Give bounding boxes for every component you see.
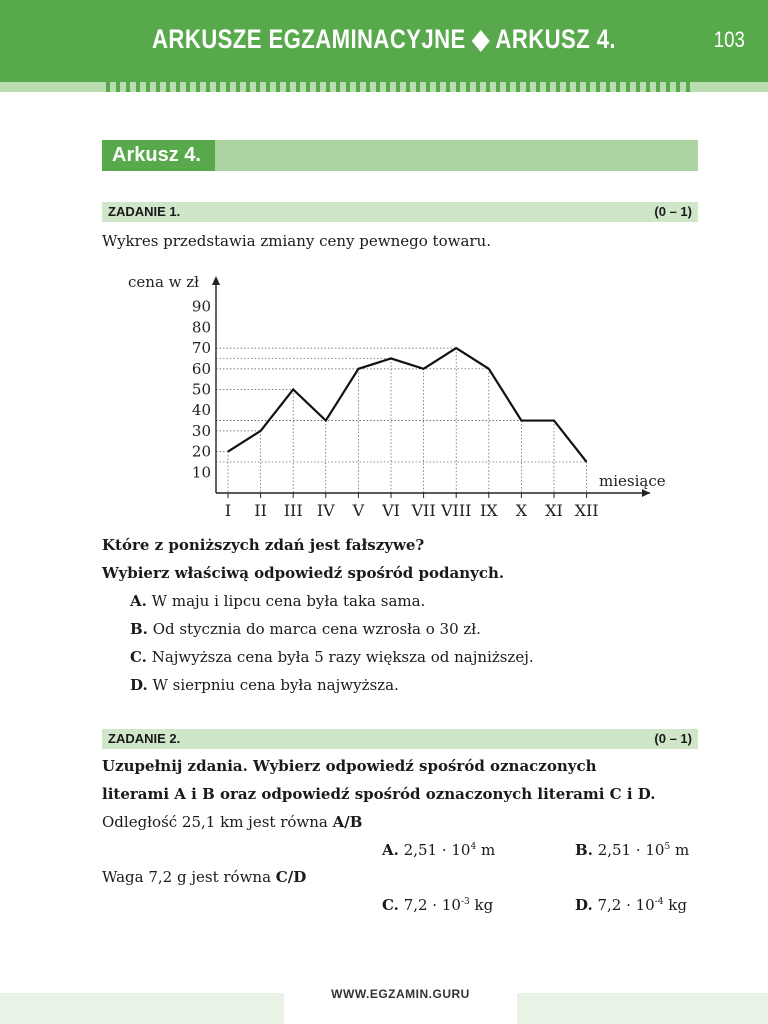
sentence-text: Odległość 25,1 km jest równa: [102, 813, 333, 831]
task2-name: ZADANIE 2.: [108, 731, 181, 746]
option-text: Od stycznia do marca cena wzrosła o 30 zł.: [152, 620, 481, 638]
task2-option-c[interactable]: [382, 896, 493, 914]
option-unit: m: [476, 841, 496, 859]
x-tick-label: I: [224, 501, 232, 520]
task2-option-b[interactable]: [575, 841, 689, 859]
task2-sentence1: [102, 813, 362, 831]
option-mantissa: 7,2 · 10: [597, 896, 655, 914]
y-tick-label: 10: [191, 463, 211, 482]
task1-option-c[interactable]: [130, 648, 534, 666]
option-letter: A.: [130, 592, 147, 610]
option-letter: B.: [575, 841, 593, 859]
x-tick-label: VII: [411, 501, 436, 520]
page-number: 103: [714, 27, 746, 52]
task2-points: (0 – 1): [654, 731, 692, 746]
option-text: W maju i lipcu cena była taka sama.: [151, 592, 426, 610]
task2-option-a[interactable]: [382, 841, 495, 859]
page-footer: [0, 987, 768, 1024]
x-tick-label: VIII: [440, 501, 472, 520]
option-unit: m: [670, 841, 690, 859]
task1-name: ZADANIE 1.: [108, 204, 181, 219]
task1-option-d[interactable]: [130, 676, 399, 694]
sentence-text: Waga 7,2 g jest równa: [102, 868, 276, 886]
y-tick-label: 40: [191, 401, 211, 420]
task2-option-d[interactable]: [575, 896, 687, 914]
task2-sentence2: [102, 868, 306, 886]
option-letter: A.: [382, 841, 399, 859]
y-tick-label: 30: [191, 421, 211, 440]
x-tick-label: VI: [382, 501, 400, 520]
x-tick-label: V: [352, 501, 365, 520]
option-letter: B.: [130, 620, 148, 638]
option-letter: D.: [575, 896, 593, 914]
task1-intro: Wykres przedstawia zmiany ceny pewnego towaru.: [102, 232, 491, 250]
x-tick-label: XII: [574, 501, 599, 520]
task1-option-b[interactable]: [130, 620, 481, 638]
y-tick-label: 50: [191, 380, 211, 399]
x-tick-label: XI: [545, 501, 563, 520]
task2-instruction-line1: Uzupełnij zdania. Wybierz odpowiedź spośród oznaczonych: [102, 757, 597, 775]
header-title: ARKUSZE EGZAMINACYJNE ◆ ARKUSZ 4.: [152, 24, 616, 54]
y-axis-title: cena w zł: [128, 273, 200, 291]
option-letter: C.: [382, 896, 399, 914]
task2-instruction-line2: literami A i B oraz odpowiedź spośród oznaczonych literami C i D.: [102, 785, 656, 803]
x-tick-label: X: [515, 501, 528, 520]
option-mantissa: 2,51 · 10: [597, 841, 665, 859]
option-letter: D.: [130, 676, 148, 694]
y-tick-label: 20: [191, 442, 211, 461]
task1-heading: [102, 202, 698, 222]
option-exponent: 4: [470, 842, 477, 852]
y-tick-label: 80: [191, 318, 211, 337]
task2-heading: [102, 729, 698, 749]
x-tick-label: III: [283, 501, 303, 520]
footer-url: WWW.EGZAMIN.GURU: [331, 987, 470, 1001]
task1-points: (0 – 1): [654, 204, 692, 219]
footer-tab: [284, 985, 517, 1024]
option-unit: kg: [469, 896, 494, 914]
option-text: Najwyższa cena była 5 razy większa od najniższej.: [151, 648, 534, 666]
choice-marker: A/B: [332, 813, 363, 831]
task1-instruction: Wybierz właściwą odpowiedź spośród podanych.: [102, 564, 505, 582]
x-tick-label: IV: [316, 501, 335, 520]
task1-option-a[interactable]: [130, 592, 425, 610]
y-tick-label: 60: [191, 359, 211, 378]
sheet-label: Arkusz 4.: [102, 140, 215, 171]
x-axis-arrow: [642, 489, 650, 497]
task1-question: Które z poniższych zdań jest fałszywe?: [102, 536, 425, 554]
x-axis-title: miesiące: [599, 472, 666, 490]
y-axis-arrow: [212, 276, 220, 285]
price-series-line: [228, 348, 587, 462]
x-tick-label: IX: [479, 501, 498, 520]
x-tick-label: II: [254, 501, 267, 520]
option-mantissa: 2,51 · 10: [403, 841, 471, 859]
choice-marker: C/D: [275, 868, 307, 886]
y-tick-label: 70: [191, 339, 211, 358]
option-letter: C.: [130, 648, 147, 666]
option-unit: kg: [663, 896, 687, 914]
option-text: W sierpniu cena była najwyższa.: [152, 676, 399, 694]
option-exponent: 5: [664, 842, 671, 852]
page-header: [0, 0, 768, 82]
option-exponent: -3: [460, 897, 470, 907]
price-line-chart: [110, 268, 690, 523]
option-exponent: -4: [654, 897, 664, 907]
y-tick-label: 90: [191, 297, 211, 316]
sheet-heading: [102, 140, 698, 171]
option-mantissa: 7,2 · 10: [403, 896, 461, 914]
header-stripe: [0, 82, 768, 92]
